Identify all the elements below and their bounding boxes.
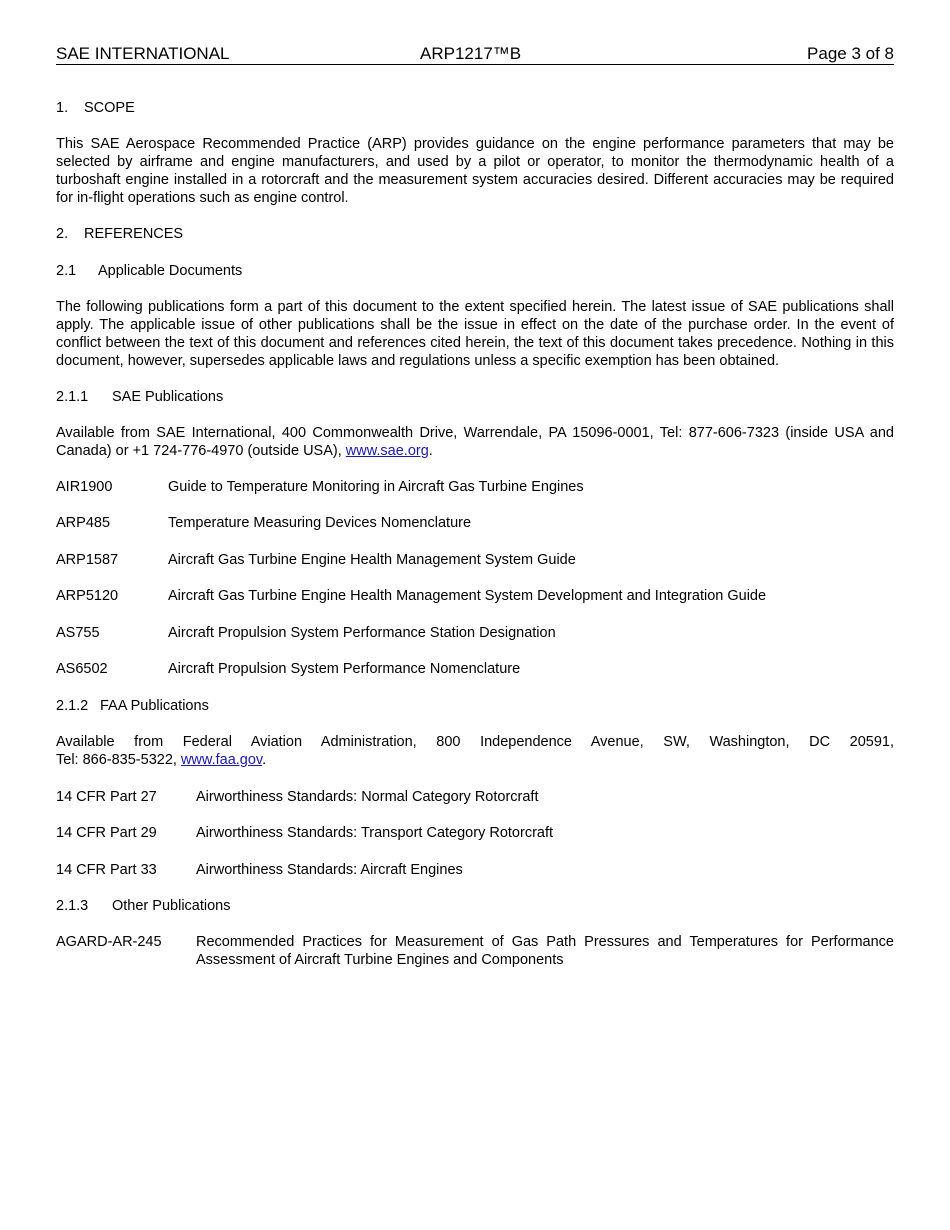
sae-website-link[interactable]: www.sae.org xyxy=(345,443,429,459)
section-2-title: REFERENCES xyxy=(84,226,184,242)
sae-availability-paragraph xyxy=(56,424,894,460)
reference-code: 14 CFR Part 33 xyxy=(56,862,157,878)
scope-paragraph: This SAE Aerospace Recommended Practice (ARP) provides guidance on the engine performance parameters that may be selected by airframe and engine manufacturers, and used by a pilot or operator, to monitor the thermodynamic health of a turboshaft engine installed in a rotorcraft and the measurement system accuracies desired. Different accuracies may be required for in-flight operations such as engine control. xyxy=(56,136,894,206)
applicable-documents-paragraph: The following publications form a part of this document to the extent specified herein. The latest issue of SAE publications shall apply. The applicable issue of other publications shall be the issue in effect on the date of the purchase order. In the event of conflict between the text of this document and references cited herein, the text of this document takes precedence. Nothing in this document, however, supersedes applicable laws and regulations unless a specific exemption has been obtained. xyxy=(56,299,894,369)
document-body xyxy=(56,99,894,969)
reference-row xyxy=(56,788,894,806)
section-2-1-1-heading xyxy=(56,388,894,406)
reference-code: ARP1587 xyxy=(56,552,119,568)
reference-code: 14 CFR Part 29 xyxy=(56,825,157,841)
reference-code: AIR1900 xyxy=(56,479,113,495)
faa-availability-line-1: Available from Federal Aviation Administration, 800 Independence Avenue, SW, Washington, DC 20591, xyxy=(56,734,894,750)
section-1-heading xyxy=(56,99,894,117)
reference-code: ARP5120 xyxy=(56,588,119,604)
reference-row xyxy=(56,660,894,678)
reference-row xyxy=(56,478,894,496)
faa-availability-end: . xyxy=(262,752,267,768)
reference-title: Airworthiness Standards: Normal Category Rotorcraft xyxy=(196,789,539,805)
reference-title: Airworthiness Standards: Transport Category Rotorcraft xyxy=(196,825,554,841)
reference-title: Temperature Measuring Devices Nomenclature xyxy=(168,515,472,531)
reference-row xyxy=(56,514,894,532)
faa-availability-line-2 xyxy=(56,751,894,769)
section-2-1-2-title: FAA Publications xyxy=(100,698,209,714)
section-2-1-2-heading xyxy=(56,697,894,715)
section-2-number: 2. xyxy=(56,226,69,242)
section-2-1-heading xyxy=(56,262,894,280)
reference-title: Aircraft Propulsion System Performance Nomenclature xyxy=(168,661,521,677)
reference-code: AS755 xyxy=(56,625,100,641)
header-page-number: Page 3 of 8 xyxy=(807,44,894,63)
sae-availability-end: . xyxy=(428,443,433,459)
faa-website-link[interactable]: www.faa.gov xyxy=(180,752,263,768)
reference-title: Airworthiness Standards: Aircraft Engines xyxy=(196,862,463,878)
page-header xyxy=(56,44,894,65)
faa-availability-text: Tel: 866-835-5322, xyxy=(56,752,181,768)
section-2-1-2-number: 2.1.2 xyxy=(56,698,89,714)
reference-code: ARP485 xyxy=(56,515,111,531)
document-page xyxy=(56,44,894,969)
section-2-1-1-number: 2.1.1 xyxy=(56,389,89,405)
reference-code: AGARD-AR-245 xyxy=(56,934,162,950)
reference-row xyxy=(56,861,894,879)
reference-code: AS6502 xyxy=(56,661,108,677)
header-organization: SAE INTERNATIONAL xyxy=(56,44,230,63)
section-2-1-title: Applicable Documents xyxy=(98,263,243,279)
section-2-1-3-heading xyxy=(56,897,894,915)
section-1-number: 1. xyxy=(56,100,69,116)
section-2-1-1-title: SAE Publications xyxy=(112,389,224,405)
section-1-title: SCOPE xyxy=(84,100,135,116)
reference-title: Guide to Temperature Monitoring in Aircraft Gas Turbine Engines xyxy=(168,479,584,495)
section-2-1-number: 2.1 xyxy=(56,263,77,279)
header-document-number: ARP1217™B xyxy=(420,44,522,63)
reference-title: Aircraft Gas Turbine Engine Health Management System Development and Integration Guide xyxy=(168,588,767,604)
reference-title: Aircraft Gas Turbine Engine Health Management System Guide xyxy=(168,552,576,568)
reference-row xyxy=(56,824,894,842)
reference-code: 14 CFR Part 27 xyxy=(56,789,157,805)
reference-title: Aircraft Propulsion System Performance Station Designation xyxy=(168,625,556,641)
sae-availability-text: Available from SAE International, 400 Commonwealth Drive, Warrendale, PA 15096-0001, Tel: 877-606-7323 (inside USA and Canada) or +1 724-776-4970 (outside USA), xyxy=(56,425,894,459)
reference-title: Recommended Practices for Measurement of Gas Path Pressures and Temperatures for Performance Assessment of Aircraft Turbine Engines and Components xyxy=(196,934,894,968)
reference-row xyxy=(56,624,894,642)
section-2-1-3-title: Other Publications xyxy=(112,898,231,914)
reference-row xyxy=(56,933,894,969)
section-2-1-3-number: 2.1.3 xyxy=(56,898,89,914)
section-2-heading xyxy=(56,225,894,243)
reference-row xyxy=(56,551,894,569)
reference-row xyxy=(56,587,894,605)
